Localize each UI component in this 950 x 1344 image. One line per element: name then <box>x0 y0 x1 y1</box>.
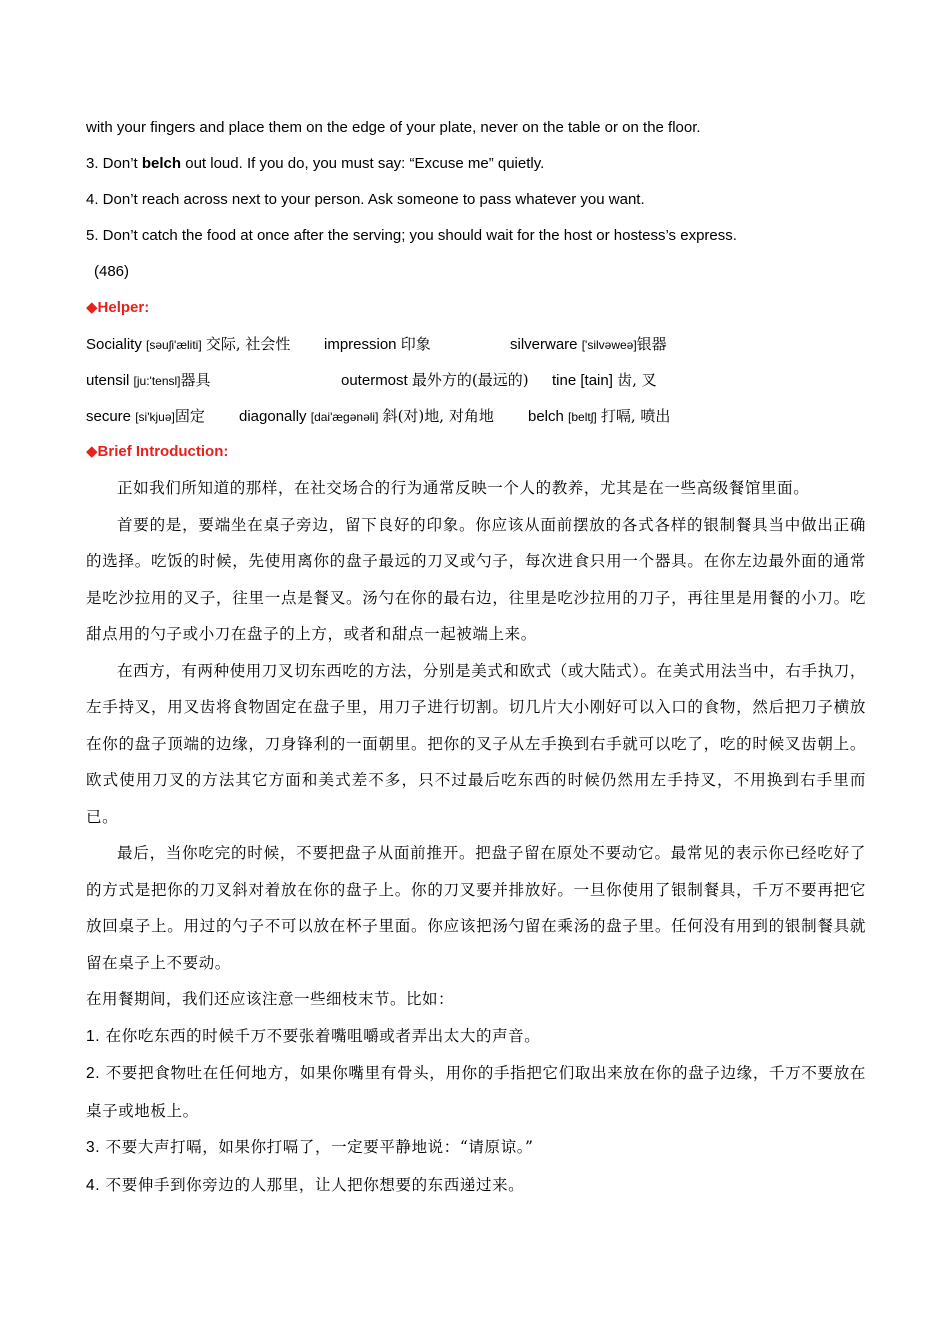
helper-row-1 <box>86 326 866 362</box>
helper-heading: ◆Helper: <box>86 299 150 316</box>
helper-row-3 <box>86 398 866 434</box>
intro-paragraph-3: 在西方，有两种使用刀叉切东西吃的方法，分别是美式和欧式（或大陆式）。在美式用法当中，右手执刀，左手持叉，用叉齿将食物固定在盘子里，用刀子进行切割。切几片大小刚好可以入口的食物，然后把刀子横放在你的盘子顶端的边缘，刀身锋利的一面朝里。把你的叉子从左手换到右手就可以吃了，吃的时候叉齿朝上。欧式使用刀叉的方法其它方面和美式差不多，只不过最后吃东西的时候仍然用左手持叉，不用换到右手里而已。 <box>86 661 866 826</box>
vocab-entry: Sociality [səuʃi'æliti] 交际, 社会性 <box>86 335 291 353</box>
list-item: 3. 不要大声打嗝，如果你打嗝了，一定要平静地说：“请原谅。” <box>86 1138 534 1156</box>
document-page <box>86 110 866 1204</box>
vocab-entry: utensil [ju:'tensl]器具 <box>86 371 211 389</box>
english-line-3: 3. Don’t belch out loud. If you do, you must say: “Excuse me” quietly. <box>86 155 545 172</box>
english-line-4: 4. Don’t reach across next to your person. Ask someone to pass whatever you want. <box>86 191 645 208</box>
list-item: 4. 不要伸手到你旁边的人那里，让人把你想要的东西递过来。 <box>86 1175 525 1194</box>
intro-paragraph-1: 正如我们所知道的那样，在社交场合的行为通常反映一个人的教养，尤其是在一些高级餐馆里面。 <box>117 479 810 497</box>
word-count: (486) <box>94 263 130 280</box>
vocab-entry: outermost 最外方的(最远的) <box>341 371 529 389</box>
vocab-entry: tine [tain] 齿, 叉 <box>552 371 657 389</box>
list-item: 2. 不要把食物吐在任何地方，如果你嘴里有骨头，用你的手指把它们取出来放在你的盘子边缘，千万不要放在桌子或地板上。 <box>86 1064 867 1120</box>
helper-row-2 <box>86 362 866 398</box>
intro-paragraph-5: 在用餐期间，我们还应该注意一些细枝末节。比如： <box>86 990 455 1008</box>
intro-paragraph-4: 最后，当你吃完的时候，不要把盘子从面前推开。把盘子留在原处不要动它。最常见的表示你已经吃好了的方式是把你的刀叉斜对着放在你的盘子上。你的刀叉要并排放好。一旦你使用了银制餐具，千万不要再把它放回桌子上。用过的勺子不可以放在杯子里面。你应该把汤勺留在乘汤的盘子里。任何没有用到的银制餐具就留在桌子上不要动。 <box>86 844 866 972</box>
intro-heading: ◆Brief Introduction: <box>86 443 229 460</box>
vocab-entry: diagonally [dai'æɡənəli] 斜(对)地, 对角地 <box>239 407 494 425</box>
english-line-5: 5. Don’t catch the food at once after the serving; you should wait for the host or hostess’s express. <box>86 227 737 244</box>
list-item: 1. 在你吃东西的时候千万不要张着嘴咀嚼或者弄出太大的声音。 <box>86 1026 541 1045</box>
english-line-continuation: with your fingers and place them on the edge of your plate, never on the table or on the floor. <box>86 119 701 136</box>
vocab-entry: secure [si'kjuə]固定 <box>86 407 205 425</box>
vocab-entry: belch [beltʃ] 打嗝, 喷出 <box>528 407 671 425</box>
intro-paragraph-2: 首要的是，要端坐在桌子旁边，留下良好的印象。你应该从面前摆放的各式各样的银制餐具当中做出正确的选择。吃饭的时候，先使用离你的盘子最远的刀叉或勺子，每次进食只用一个器具。在你左边最外面的通常是吃沙拉用的叉子，往里一点是餐叉。汤勺在你的最右边，往里是吃沙拉用的刀子，再往里是用餐的小刀。吃甜点用的勺子或小刀在盘子的上方，或者和甜点一起被端上来。 <box>86 515 866 643</box>
vocab-entry: silverware ['silvəweə]银器 <box>510 335 667 353</box>
vocab-entry: impression 印象 <box>324 335 431 353</box>
bold-word-belch: belch <box>141 155 182 172</box>
